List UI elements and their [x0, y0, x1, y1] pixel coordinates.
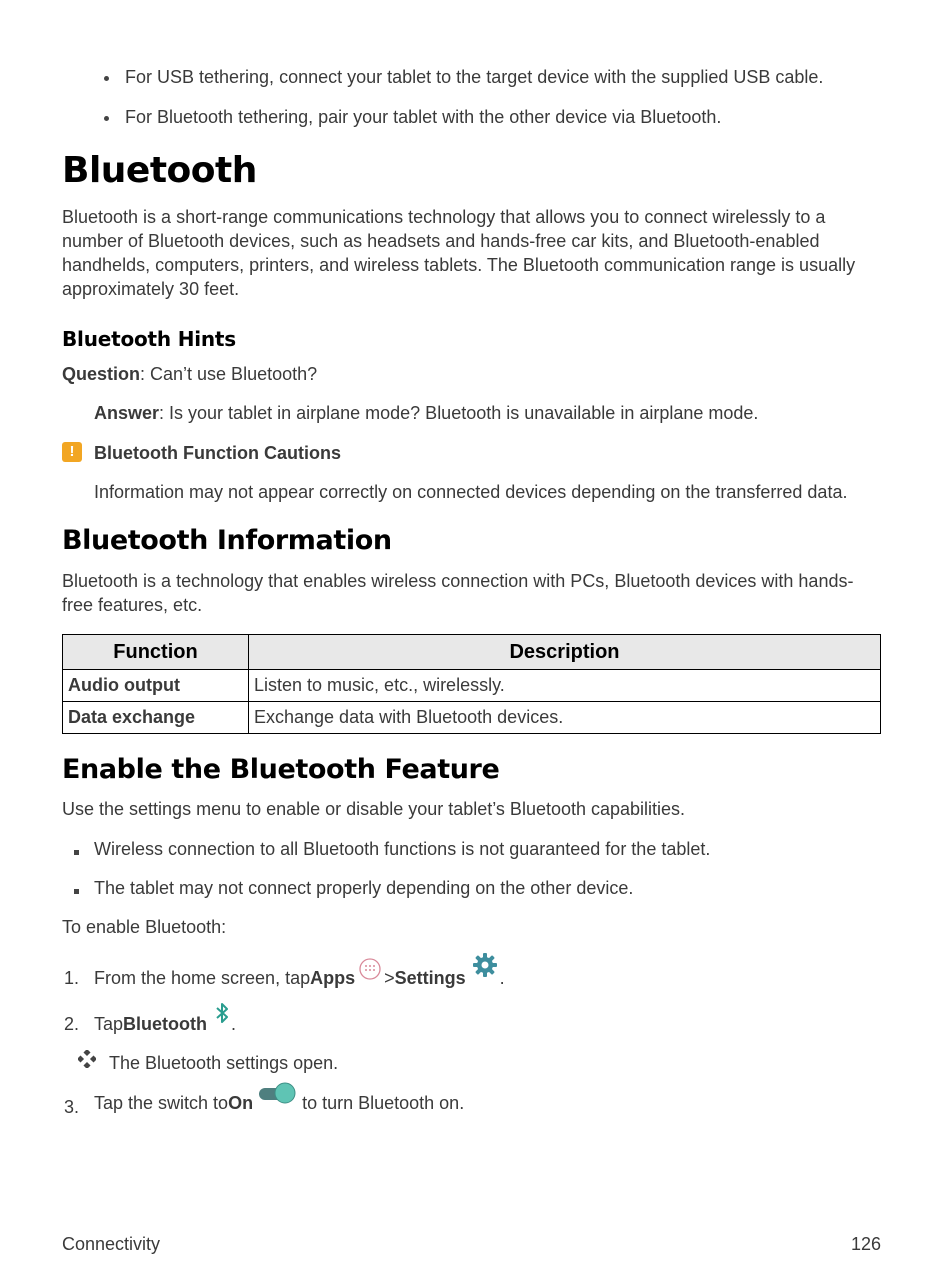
information-intro	[62, 569, 892, 617]
table-cell-description: Listen to music, etc., wirelessly.	[249, 670, 881, 702]
step-number: 1.	[64, 968, 80, 988]
hint-answer	[94, 401, 758, 425]
gear-icon	[472, 952, 498, 984]
footer-section: Connectivity	[62, 1234, 161, 1254]
table-header: Description	[249, 635, 881, 670]
step-1-sep: >	[384, 968, 395, 988]
intro-line: handhelds, computers, printers, and wireless tablets. The Bluetooth communication range is usually	[62, 255, 856, 275]
question-label: Question	[62, 364, 141, 384]
answer-label: Answer	[94, 403, 160, 423]
function-table	[62, 634, 881, 734]
enable-intro: Use the settings menu to enable or disable your tablet’s Bluetooth capabilities.	[62, 799, 686, 819]
apps-icon	[359, 958, 381, 986]
caution-text: Information may not appear correctly on connected devices depending on the transferred data.	[94, 482, 848, 502]
apps-label: Apps	[310, 968, 356, 988]
step-2	[94, 1004, 236, 1044]
bluetooth-intro	[62, 205, 892, 301]
table-cell-description: Exchange data with Bluetooth devices.	[249, 702, 881, 734]
bluetooth-icon	[215, 1002, 229, 1030]
step-2-pre: Tap	[94, 1014, 124, 1034]
to-enable-label: To enable Bluetooth:	[62, 917, 227, 937]
step-2-end: .	[231, 1014, 237, 1034]
table-cell-function: Audio output	[63, 670, 249, 702]
heading-enable-bluetooth: Enable the Bluetooth Feature	[62, 754, 500, 785]
question-text: : Can’t use Bluetooth?	[140, 364, 318, 384]
caution-icon: !	[62, 442, 82, 462]
on-label: On	[228, 1093, 254, 1113]
bullet-square	[74, 850, 79, 855]
enable-bullet-2: The tablet may not connect properly depending on the other device.	[94, 878, 634, 898]
heading-bluetooth: Bluetooth	[62, 150, 257, 191]
bluetooth-label: Bluetooth	[123, 1014, 208, 1034]
step-number: 3.	[64, 1097, 80, 1117]
caution-heading: Bluetooth Function Cautions	[94, 443, 341, 463]
step-3-post: to turn Bluetooth on.	[302, 1093, 465, 1113]
table-row	[63, 702, 881, 734]
result-diamond-icon	[78, 1050, 96, 1073]
bullet-square	[74, 889, 79, 894]
bullet-dot	[104, 76, 109, 81]
top-bullet-2: For Bluetooth tethering, pair your tablet with the other device via Bluetooth.	[125, 107, 722, 127]
step-3-pre: Tap the switch to	[94, 1093, 229, 1113]
settings-label: Settings	[394, 968, 466, 988]
page-number: 126	[850, 1234, 881, 1254]
intro-line: Bluetooth is a technology that enables wireless connection with PCs, Bluetooth devices with hands-	[62, 571, 854, 591]
intro-line: free features, etc.	[62, 595, 203, 615]
table-cell-function: Data exchange	[63, 702, 249, 734]
toggle-switch-icon	[258, 1082, 298, 1112]
step-1	[94, 958, 505, 998]
top-bullet-1: For USB tethering, connect your tablet to the target device with the supplied USB cable.	[125, 67, 824, 87]
heading-bluetooth-information: Bluetooth Information	[62, 525, 392, 556]
table-header: Function	[63, 635, 249, 670]
hint-question	[62, 362, 317, 386]
bullet-dot	[104, 116, 109, 121]
intro-line: Bluetooth is a short-range communications technology that allows you to connect wirelessly to a	[62, 207, 826, 227]
step-1-end: .	[499, 968, 505, 988]
step-2-result: The Bluetooth settings open.	[109, 1053, 339, 1073]
step-number: 2.	[64, 1014, 80, 1034]
enable-bullet-1: Wireless connection to all Bluetooth functions is not guaranteed for the tablet.	[94, 839, 711, 859]
table-header-row	[63, 635, 881, 670]
step-1-pre: From the home screen, tap	[94, 968, 311, 988]
step-3	[94, 1090, 464, 1120]
heading-bluetooth-hints: Bluetooth Hints	[62, 327, 237, 351]
intro-line: number of Bluetooth devices, such as headsets and hands-free car kits, and Bluetooth-enabled	[62, 231, 820, 251]
intro-line: approximately 30 feet.	[62, 279, 240, 299]
table-row	[63, 670, 881, 702]
answer-text: : Is your tablet in airplane mode? Bluetooth is unavailable in airplane mode.	[159, 403, 759, 423]
